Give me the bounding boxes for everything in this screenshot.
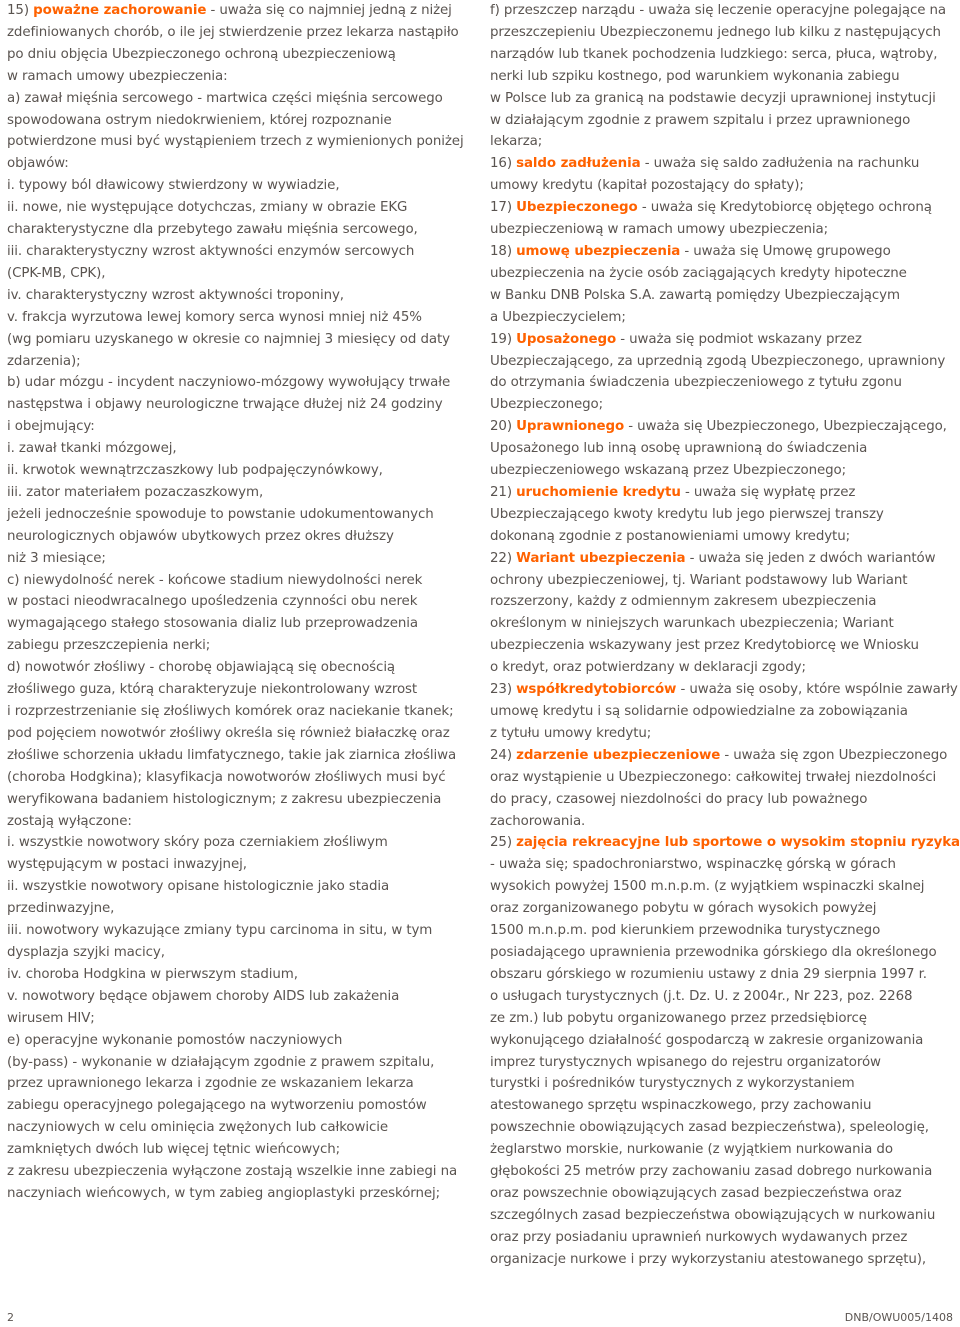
line-text: iii. zator materiałem pozaczaszkowym, bbox=[7, 484, 264, 500]
text-line bbox=[7, 1139, 470, 1161]
text-line bbox=[490, 570, 958, 592]
defined-term: saldo zadłużenia bbox=[516, 156, 641, 172]
defined-term: zajęcia rekreacyjne lub sportowe o wysokim stopniu ryzyka bbox=[516, 835, 960, 851]
text-line bbox=[7, 679, 470, 701]
line-text: dokonaną zgodnie z postanowieniami umowy kredytu; bbox=[490, 528, 850, 544]
text-line bbox=[7, 570, 470, 592]
line-text: - uważa się Ubezpieczonego, Ubezpieczającego, bbox=[624, 419, 947, 435]
line-text: v. nowotwory będące objawem choroby AIDS lub zakażenia bbox=[7, 988, 400, 1004]
text-line bbox=[7, 942, 470, 964]
line-text: potwierdzone musi być wystąpieniem trzech z wymienionych poniżej bbox=[7, 134, 464, 150]
line-text: pod pojęciem nowotwór złośliwy określa się również białaczkę oraz bbox=[7, 725, 450, 741]
defined-term: Uposażonego bbox=[516, 331, 617, 347]
text-line bbox=[490, 723, 958, 745]
text-line bbox=[7, 854, 470, 876]
line-text: i rozprzestrzenianie się złośliwych komórek oraz naciekanie tkanek; bbox=[7, 704, 454, 719]
line-text: d) nowotwór złośliwy - chorobę objawiającą się obecnością bbox=[7, 660, 396, 676]
text-line bbox=[7, 372, 470, 394]
line-text: ubezpieczenia wskazywany jest przez Kredytobiorcę we Wniosku bbox=[490, 638, 919, 654]
line-text: z zakresu ubezpieczenia wyłączone zostają wszelkie inne zabiegi na bbox=[7, 1164, 458, 1180]
text-line bbox=[490, 1073, 958, 1095]
text-line bbox=[7, 1073, 470, 1095]
text-line bbox=[490, 832, 958, 854]
line-text: nerki lub szpiku kostnego, pod warunkiem wykonania zabiegu bbox=[490, 68, 900, 84]
line-text: neurologicznych objawów ubytkowych przez okres dłuższy bbox=[7, 528, 394, 544]
line-text: występującym w postaci inwazyjnej, bbox=[7, 857, 247, 873]
line-text: złośliwe schorzenia układu limfatycznego, takie jak ziarnica złośliwa bbox=[7, 747, 457, 763]
text-line bbox=[490, 1227, 958, 1249]
text-line bbox=[490, 964, 958, 986]
defined-term: uruchomienie kredytu bbox=[516, 484, 681, 500]
item-number: 22) bbox=[490, 550, 517, 566]
text-line bbox=[490, 416, 958, 438]
text-line bbox=[490, 285, 958, 307]
text-line bbox=[7, 1161, 470, 1183]
text-line bbox=[490, 898, 958, 920]
line-text: Ubezpieczającego, za uprzednią zgodą Ubezpieczonego, uprawniony bbox=[490, 353, 946, 369]
line-text: przez uprawnionego lekarza i zgodnie ze wskazaniem lekarza bbox=[7, 1076, 414, 1092]
text-line bbox=[490, 307, 958, 329]
text-line bbox=[7, 964, 470, 986]
line-text: - uważa się Umowę grupowego bbox=[680, 243, 891, 259]
text-line bbox=[7, 832, 470, 854]
page-number: 2 bbox=[7, 1311, 14, 1324]
line-text: spowodowana ostrym niedokrwieniem, której rozpoznanie bbox=[7, 112, 392, 128]
text-line bbox=[7, 22, 470, 44]
text-line bbox=[490, 329, 958, 351]
text-line bbox=[490, 1183, 958, 1205]
line-text: określonym w niniejszych warunkach ubezpieczenia; Wariant bbox=[490, 616, 894, 632]
line-text: - uważa się osoby, które wspólnie zawarły bbox=[676, 682, 958, 698]
text-line bbox=[490, 635, 958, 657]
line-text: umowy kredytu (kapitał pozostający do spłaty); bbox=[490, 178, 804, 194]
text-line bbox=[7, 986, 470, 1008]
line-text: c) niewydolność nerek - końcowe stadium niewydolności nerek bbox=[7, 572, 423, 588]
line-text: Uposażonego lub inną osobę uprawnioną do świadczenia bbox=[490, 441, 868, 457]
line-text: iii. nowotwory wykazujące zmiany typu carcinoma in situ, w tym bbox=[7, 923, 433, 939]
text-line bbox=[490, 701, 958, 723]
line-text: zabiegu przeszczepienia nerki; bbox=[7, 638, 211, 654]
text-line bbox=[7, 307, 470, 329]
text-line bbox=[7, 66, 470, 88]
line-text: ii. wszystkie nowotwory opisane histologicznie jako stadia bbox=[7, 879, 390, 895]
line-text: e) operacyjne wykonanie pomostów naczyniowych bbox=[7, 1032, 343, 1048]
line-text: w działającym zgodnie z prawem szpitalu i przez uprawnionego bbox=[490, 112, 911, 128]
line-text: (by-pass) - wykonanie w działającym zgodnie z prawem szpitalu, bbox=[7, 1054, 435, 1070]
line-text: zdefiniowanych chorób, o ile jej stwierdzenie przez lekarza nastąpiło bbox=[7, 24, 459, 40]
text-line bbox=[490, 438, 958, 460]
text-line bbox=[490, 22, 958, 44]
line-text: żeglarstwo morskie, nurkowanie (z wyjątkiem nurkowania do bbox=[490, 1142, 893, 1158]
line-text: zdarzenia); bbox=[7, 353, 81, 369]
line-text: o kredyt, oraz potwierdzany w deklaracji zgody; bbox=[490, 660, 806, 676]
line-text: złośliwego guza, którą charakteryzuje niekontrolowany wzrost bbox=[7, 682, 418, 698]
left-column bbox=[7, 0, 470, 1205]
text-line bbox=[490, 789, 958, 811]
line-text: w postaci nieodwracalnego upośledzenia czynności obu nerek bbox=[7, 594, 418, 610]
line-text: oraz przy posiadaniu uprawnień nurkowych wydawanych przez bbox=[490, 1229, 908, 1245]
text-line bbox=[490, 920, 958, 942]
text-line bbox=[490, 679, 958, 701]
line-text: wykonującego działalność gospodarczą w zakresie organizowania bbox=[490, 1032, 924, 1048]
text-line bbox=[7, 110, 470, 132]
text-line bbox=[490, 1008, 958, 1030]
defined-term: poważne zachorowanie bbox=[33, 3, 207, 18]
line-text: ubezpieczeniową w ramach umowy ubezpieczenia; bbox=[490, 222, 829, 238]
line-text: ii. nowe, nie występujące dotychczas, zmiany w obrazie EKG bbox=[7, 200, 408, 216]
defined-term: Ubezpieczonego bbox=[516, 200, 638, 216]
text-line bbox=[7, 504, 470, 526]
line-text: a Ubezpieczycielem; bbox=[490, 309, 626, 325]
item-number: 25) bbox=[490, 835, 517, 851]
text-line bbox=[7, 44, 470, 66]
line-text: i. zawał tkanki mózgowej, bbox=[7, 441, 177, 457]
line-text: w ramach umowy ubezpieczenia: bbox=[7, 68, 228, 84]
text-line bbox=[490, 1095, 958, 1117]
item-number: 18) bbox=[490, 243, 517, 259]
text-line bbox=[7, 460, 470, 482]
line-text: charakterystyczne dla przebytego zawału mięśnia sercowego, bbox=[7, 222, 418, 238]
text-line bbox=[7, 898, 470, 920]
text-line bbox=[490, 548, 958, 570]
text-line bbox=[490, 44, 958, 66]
text-line bbox=[7, 548, 470, 570]
text-line bbox=[7, 613, 470, 635]
text-line bbox=[7, 175, 470, 197]
item-number: 16) bbox=[490, 156, 517, 172]
text-line bbox=[490, 66, 958, 88]
text-line bbox=[7, 263, 470, 285]
line-text: oraz wystąpienie u Ubezpieczonego: całkowitej trwałej niezdolności bbox=[490, 769, 937, 785]
line-text: - uważa się Kredytobiorcę objętego ochroną bbox=[637, 200, 932, 216]
text-line bbox=[7, 1030, 470, 1052]
line-text: przedinwazyjne, bbox=[7, 901, 115, 917]
line-text: iv. charakterystyczny wzrost aktywności troponiny, bbox=[7, 287, 344, 303]
text-line bbox=[7, 1117, 470, 1139]
text-line bbox=[7, 1183, 470, 1205]
text-line bbox=[490, 88, 958, 110]
text-line bbox=[490, 854, 958, 876]
line-text: weryfikowana badaniem histologicznym; z zakresu ubezpieczenia bbox=[7, 791, 442, 807]
line-text: naczyniowych w celu ominięcia zwężonych lub całkowicie bbox=[7, 1120, 388, 1136]
line-text: zamkniętych dwóch lub więcej tętnic wieńcowych; bbox=[7, 1142, 341, 1158]
text-line bbox=[7, 394, 470, 416]
item-number: 23) bbox=[490, 682, 517, 698]
line-text: organizacje nurkowe i przy wykorzystaniu atestowanego sprzętu), bbox=[490, 1251, 927, 1267]
line-text: wysokich powyżej 1500 m.n.p.m. (z wyjątkiem wspinaczki skalnej bbox=[490, 879, 925, 895]
text-line bbox=[490, 745, 958, 767]
line-text: zostają wyłączone: bbox=[7, 813, 132, 829]
line-text: - uważa się co najmniej jedną z niżej bbox=[206, 3, 452, 18]
line-text: umowę kredytu i są solidarnie odpowiedzialne za zobowiązania bbox=[490, 704, 908, 719]
defined-term: Wariant ubezpieczenia bbox=[516, 550, 686, 566]
text-line bbox=[7, 745, 470, 767]
text-line bbox=[490, 110, 958, 132]
line-text: ii. krwotok wewnątrzczaszkowy lub podpajęczynówkowy, bbox=[7, 463, 383, 479]
item-number: 21) bbox=[490, 484, 517, 500]
text-line bbox=[490, 241, 958, 263]
item-number: 15) bbox=[7, 3, 34, 18]
line-text: - uważa się jeden z dwóch wariantów bbox=[685, 550, 936, 566]
line-text: - uważa się zgon Ubezpieczonego bbox=[720, 747, 948, 763]
line-text: narządów lub tkanek pochodzenia ludzkiego: serca, płuca, wątroby, bbox=[490, 46, 938, 62]
text-line bbox=[7, 876, 470, 898]
text-line bbox=[490, 1205, 958, 1227]
text-line bbox=[490, 1052, 958, 1074]
text-line bbox=[7, 285, 470, 307]
line-text: turystki i pośredników turystycznych z wykorzystaniem bbox=[490, 1076, 855, 1092]
line-text: iii. charakterystyczny wzrost aktywności enzymów sercowych bbox=[7, 243, 415, 259]
text-line bbox=[7, 811, 470, 833]
text-line bbox=[490, 482, 958, 504]
line-text: Ubezpieczającego kwoty kredytu lub jego pierwszej transzy bbox=[490, 506, 884, 522]
text-line bbox=[7, 197, 470, 219]
line-text: f) przeszczep narządu - uważa się leczenie operacyjne polegające na bbox=[490, 3, 947, 18]
line-text: głębokości 25 metrów przy zachowaniu zasad dobrego nurkowania bbox=[490, 1164, 933, 1180]
text-line bbox=[7, 88, 470, 110]
text-line bbox=[490, 175, 958, 197]
text-line bbox=[490, 351, 958, 373]
line-text: do pracy, czasowej niezdolności do pracy lub poważnego bbox=[490, 791, 868, 807]
line-text: obszaru górskiego w rozumieniu ustawy z dnia 29 sierpnia 1997 r. bbox=[490, 966, 927, 982]
line-text: naczyniach wieńcowych, w tym zabieg angioplastyki przeskórnej; bbox=[7, 1185, 441, 1201]
line-text: jeżeli jednocześnie spowoduje to powstanie udokumentowanych bbox=[7, 506, 434, 522]
line-text: oraz zorganizowanego pobytu w górach wysokich powyżej bbox=[490, 901, 877, 917]
text-line bbox=[490, 372, 958, 394]
text-line bbox=[7, 131, 470, 153]
text-line bbox=[7, 1008, 470, 1030]
text-line bbox=[7, 219, 470, 241]
text-line bbox=[7, 920, 470, 942]
line-text: następstwa i objawy neurologiczne trwające dłużej niż 24 godziny bbox=[7, 397, 443, 413]
text-line bbox=[490, 1117, 958, 1139]
text-line bbox=[7, 526, 470, 548]
line-text: Ubezpieczonego; bbox=[490, 397, 604, 413]
line-text: w Polsce lub za granicą na podstawie decyzji uprawnionej instytucji bbox=[490, 90, 936, 106]
text-line bbox=[490, 131, 958, 153]
line-text: przeszczepieniu Ubezpieczonemu jednego lub kilku z następujących bbox=[490, 24, 941, 40]
text-line bbox=[490, 1030, 958, 1052]
text-line bbox=[490, 1249, 958, 1271]
text-line bbox=[490, 263, 958, 285]
line-text: i. typowy ból dławicowy stwierdzony w wywiadzie, bbox=[7, 178, 340, 194]
text-line bbox=[490, 811, 958, 833]
text-line bbox=[490, 394, 958, 416]
line-text: wymagającego stałego stosowania dializ lub przeprowadzenia bbox=[7, 616, 418, 632]
right-column bbox=[490, 0, 958, 1271]
line-text: po dniu objęcia Ubezpieczonego ochroną ubezpieczeniową bbox=[7, 46, 396, 62]
line-text: 1500 m.n.p.m. pod kierunkiem przewodnika turystycznego bbox=[490, 923, 881, 939]
line-text: i. wszystkie nowotwory skóry poza czerniakiem złośliwym bbox=[7, 835, 388, 851]
defined-term: umowę ubezpieczenia bbox=[516, 243, 681, 259]
text-line bbox=[490, 153, 958, 175]
text-line bbox=[7, 329, 470, 351]
text-line bbox=[490, 219, 958, 241]
text-line bbox=[7, 1095, 470, 1117]
line-text: o usługach turystycznych (j.t. Dz. U. z 2004r., Nr 223, poz. 2268 bbox=[490, 988, 913, 1004]
text-line bbox=[490, 460, 958, 482]
text-line bbox=[490, 0, 958, 22]
text-line bbox=[490, 876, 958, 898]
line-text: oraz powszechnie obowiązujących zasad bezpieczeństwa oraz bbox=[490, 1185, 902, 1201]
line-text: iv. choroba Hodgkina w pierwszym stadium, bbox=[7, 966, 298, 982]
line-text: i obejmujący: bbox=[7, 419, 95, 435]
line-text: dysplazja szyjki macicy, bbox=[7, 944, 165, 960]
line-text: v. frakcja wyrzutowa lewej komory serca wynosi mniej niż 45% bbox=[7, 309, 422, 325]
line-text: (choroba Hodgkina); klasyfikacja nowotworów złośliwych musi być bbox=[7, 769, 446, 785]
text-line bbox=[490, 613, 958, 635]
line-text: wirusem HIV; bbox=[7, 1010, 95, 1026]
line-text: posiadającego uprawnienia przewodnika górskiego dla określonego bbox=[490, 944, 937, 960]
text-line bbox=[7, 153, 470, 175]
line-text: zachorowania. bbox=[490, 813, 586, 829]
defined-term: współkredytobiorców bbox=[516, 682, 677, 698]
document-code: DNB/OWU005/1408 bbox=[844, 1311, 953, 1324]
text-line bbox=[490, 504, 958, 526]
line-text: w Banku DNB Polska S.A. zawartą pomiędzy Ubezpieczającym bbox=[490, 287, 900, 303]
item-number: 20) bbox=[490, 419, 517, 435]
text-line bbox=[7, 635, 470, 657]
text-line bbox=[7, 657, 470, 679]
line-text: ochrony ubezpieczeniowej, tj. Wariant podstawowy lub Wariant bbox=[490, 572, 908, 588]
line-text: a) zawał mięśnia sercowego - martwica części mięśnia sercowego bbox=[7, 90, 443, 106]
text-line bbox=[7, 789, 470, 811]
defined-term: Uprawnionego bbox=[516, 419, 625, 435]
line-text: - uważa się podmiot wskazany przez bbox=[616, 331, 862, 347]
line-text: do otrzymania świadczenia ubezpieczeniowego z tytułu zgonu bbox=[490, 375, 902, 391]
line-text: - uważa się saldo zadłużenia na rachunku bbox=[640, 156, 920, 172]
line-text: (wg pomiaru uzyskanego w okresie co najmniej 3 miesięcy od daty bbox=[7, 331, 450, 347]
item-number: 24) bbox=[490, 747, 517, 763]
text-line bbox=[490, 1139, 958, 1161]
line-text: ubezpieczeniowego wskazaną przez Ubezpieczonego; bbox=[490, 463, 847, 479]
text-line bbox=[7, 723, 470, 745]
line-text: zabiegu operacyjnego polegającego na wytworzeniu pomostów bbox=[7, 1098, 427, 1114]
text-line bbox=[490, 526, 958, 548]
text-line bbox=[7, 351, 470, 373]
line-text: ubezpieczenia na życie osób zaciągających kredyty hipoteczne bbox=[490, 265, 907, 281]
text-line bbox=[7, 241, 470, 263]
text-line bbox=[7, 0, 470, 22]
text-line bbox=[7, 1052, 470, 1074]
text-line bbox=[7, 701, 470, 723]
line-text: powszechnie obowiązujących zasad bezpieczeństwa), speleologię, bbox=[490, 1120, 929, 1136]
line-text: ze zm.) lub pobytu organizowanego przez przedsiębiorcę bbox=[490, 1010, 867, 1026]
line-text: lekarza; bbox=[490, 134, 543, 150]
text-line bbox=[490, 942, 958, 964]
line-text: - uważa się; spadochroniarstwo, wspinaczkę górską w górach bbox=[490, 857, 896, 873]
text-line bbox=[7, 438, 470, 460]
line-text: imprez turystycznych wpisanego do rejestru organizatorów bbox=[490, 1054, 881, 1070]
text-line bbox=[490, 197, 958, 219]
line-text: niż 3 miesiące; bbox=[7, 550, 106, 566]
line-text: atestowanego sprzętu wspinaczkowego, przy zachowaniu bbox=[490, 1098, 872, 1114]
text-line bbox=[490, 657, 958, 679]
line-text: rozszerzony, każdy z odmiennym zakresem ubezpieczenia bbox=[490, 594, 877, 610]
text-line bbox=[7, 482, 470, 504]
text-line bbox=[7, 591, 470, 613]
line-text: b) udar mózgu - incydent naczyniowo-mózgowy wywołujący trwałe bbox=[7, 375, 451, 391]
line-text: szczególnych zasad bezpieczeństwa obowiązujących w nurkowaniu bbox=[490, 1207, 936, 1223]
line-text: objawów: bbox=[7, 156, 69, 172]
text-line bbox=[490, 767, 958, 789]
text-line bbox=[7, 767, 470, 789]
line-text: z tytułu umowy kredytu; bbox=[490, 725, 652, 741]
defined-term: zdarzenie ubezpieczeniowe bbox=[516, 747, 721, 763]
text-line bbox=[490, 986, 958, 1008]
line-text: - uważa się wypłatę przez bbox=[680, 484, 856, 500]
line-text: (CPK-MB, CPK), bbox=[7, 265, 106, 281]
item-number: 19) bbox=[490, 331, 517, 347]
text-line bbox=[7, 416, 470, 438]
text-line bbox=[490, 591, 958, 613]
text-line bbox=[490, 1161, 958, 1183]
item-number: 17) bbox=[490, 200, 517, 216]
